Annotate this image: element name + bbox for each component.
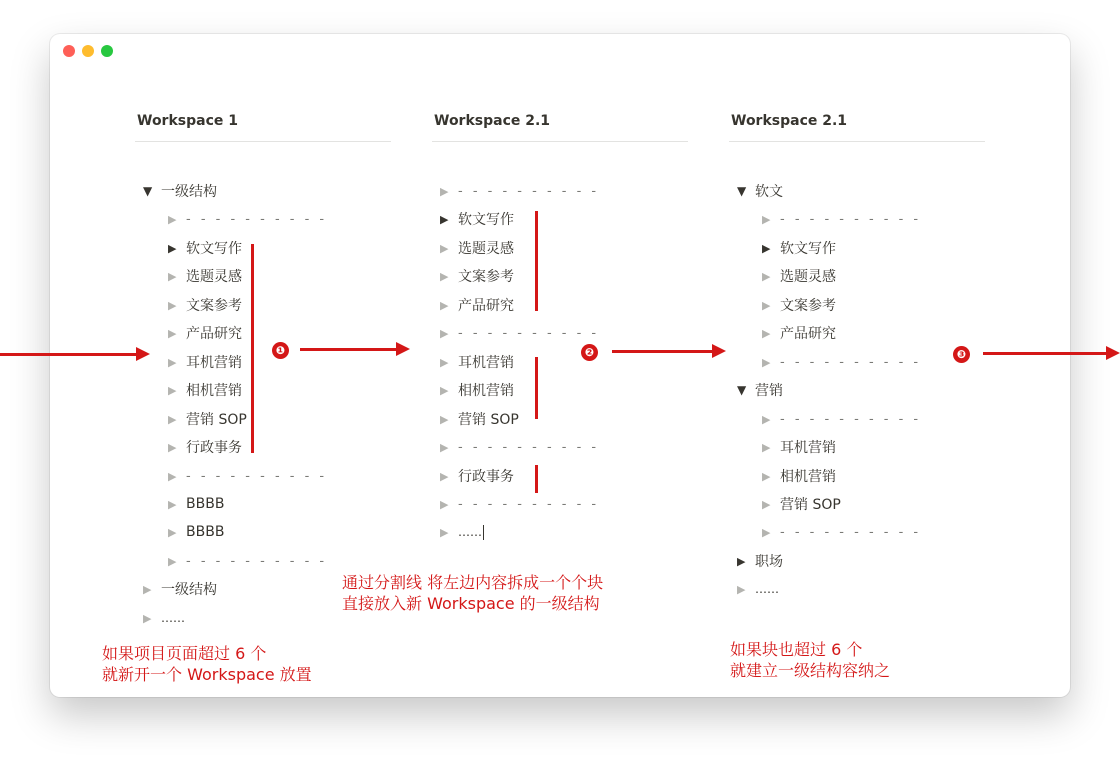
caret-right-icon[interactable]: ▶ — [168, 355, 177, 369]
caret-right-icon[interactable]: ▶ — [168, 326, 177, 340]
column-divider-1 — [135, 141, 391, 142]
item-label: 文案参考 — [186, 298, 242, 314]
item-label: …… — [755, 582, 779, 596]
item-label: 营销 SOP — [458, 412, 519, 428]
caret-right-icon[interactable]: ▶ — [440, 383, 449, 397]
divider-label: - - - - - - - - - - — [458, 183, 600, 199]
window-controls — [63, 45, 113, 57]
close-dot-icon[interactable] — [63, 45, 75, 57]
tree-item[interactable] — [440, 294, 514, 316]
item-label: 选题灵感 — [780, 269, 836, 285]
tree-item[interactable] — [143, 607, 185, 629]
tree-item[interactable] — [762, 265, 836, 287]
caret-right-icon[interactable]: ▶ — [168, 412, 177, 426]
tree-item[interactable] — [168, 237, 242, 259]
caret-right-icon[interactable]: ▶ — [737, 582, 746, 596]
column-title-1: Workspace 1 — [137, 113, 238, 129]
item-label: 营销 SOP — [186, 412, 247, 428]
divider-label: - - - - - - - - - - — [780, 524, 922, 540]
caret-right-icon[interactable]: ▶ — [440, 298, 449, 312]
group-bracket-2a — [535, 211, 538, 311]
tree-item[interactable] — [762, 237, 836, 259]
divider-label: - - - - - - - - - - — [780, 411, 922, 427]
tree-item[interactable] — [143, 180, 217, 202]
caret-right-icon[interactable]: ▶ — [440, 412, 449, 426]
caret-right-icon[interactable]: ▶ — [440, 355, 449, 369]
divider-label: - - - - - - - - - - — [458, 496, 600, 512]
tree-item[interactable] — [762, 493, 841, 515]
caret-right-icon[interactable]: ▶ — [440, 497, 449, 511]
caret-right-icon[interactable]: ▶ — [762, 298, 771, 312]
caret-down-icon[interactable]: ▼ — [143, 184, 153, 198]
caret-right-icon[interactable]: ▶ — [168, 525, 177, 539]
item-label: 文案参考 — [458, 269, 514, 285]
divider-label: - - - - - - - - - - — [780, 211, 922, 227]
item-label: 耳机营销 — [780, 440, 836, 456]
item-label: 相机营销 — [186, 383, 242, 399]
caret-right-icon[interactable]: ▶ — [762, 469, 771, 483]
group-bracket-1 — [251, 244, 254, 453]
tree-item[interactable] — [440, 351, 514, 373]
tree-item[interactable] — [440, 265, 514, 287]
tree-item[interactable] — [440, 322, 599, 344]
arrow-1 — [300, 348, 398, 351]
divider-label: - - - - - - - - - - — [186, 211, 328, 227]
tree-item[interactable] — [440, 436, 599, 458]
tree-item[interactable] — [440, 408, 519, 430]
caret-right-icon[interactable]: ▶ — [762, 440, 771, 454]
annotation-2: 通过分割线 将左边内容拆成一个个块 直接放入新 Workspace 的一级结构 — [342, 573, 604, 613]
caret-right-icon[interactable]: ▶ — [168, 212, 177, 226]
tree-item[interactable] — [143, 578, 217, 600]
item-label: 职场 — [755, 554, 783, 570]
caret-right-icon[interactable]: ▶ — [737, 554, 746, 568]
item-label: 选题灵感 — [186, 269, 242, 285]
tree-item[interactable] — [168, 493, 224, 515]
arrow-2 — [612, 350, 714, 353]
caret-right-icon[interactable]: ▶ — [168, 269, 177, 283]
item-label: 耳机营销 — [186, 355, 242, 371]
caret-down-icon[interactable]: ▼ — [737, 383, 747, 397]
column-title-2: Workspace 2.1 — [434, 113, 551, 129]
tree-item[interactable] — [762, 436, 836, 458]
caret-right-icon[interactable]: ▶ — [168, 383, 177, 397]
caret-right-icon[interactable]: ▶ — [440, 184, 449, 198]
item-label: 软文 — [755, 184, 783, 200]
tree-item[interactable] — [737, 379, 783, 401]
annotation-3: 如果块也超过 6 个 就建立一级结构容纳之 — [730, 640, 891, 680]
caret-right-icon[interactable]: ▶ — [440, 212, 449, 226]
tree-item[interactable] — [737, 550, 783, 572]
caret-right-icon[interactable]: ▶ — [440, 326, 449, 340]
divider-label: - - - - - - - - - - — [780, 354, 922, 370]
tree-item[interactable] — [168, 550, 327, 572]
divider-label: - - - - - - - - - - — [458, 439, 600, 455]
tree-item[interactable] — [440, 493, 599, 515]
tree-item[interactable] — [168, 465, 327, 487]
annotation-1: 如果项目页面超过 6 个 就新开一个 Workspace 放置 — [102, 644, 312, 684]
caret-right-icon[interactable]: ▶ — [168, 241, 177, 255]
item-label: 软文写作 — [186, 241, 242, 257]
item-label: 耳机营销 — [458, 355, 514, 371]
caret-right-icon[interactable]: ▶ — [762, 497, 771, 511]
tree-item[interactable] — [168, 521, 224, 543]
item-label: 文案参考 — [780, 298, 836, 314]
caret-right-icon[interactable]: ▶ — [143, 582, 152, 596]
item-label: 行政事务 — [186, 440, 242, 456]
caret-right-icon[interactable]: ▶ — [168, 298, 177, 312]
caret-right-icon[interactable]: ▶ — [440, 241, 449, 255]
tree-item[interactable] — [168, 322, 242, 344]
item-label: 相机营销 — [780, 469, 836, 485]
tree-item[interactable] — [168, 294, 242, 316]
minimize-dot-icon[interactable] — [82, 45, 94, 57]
arrow-3 — [983, 352, 1108, 355]
item-label: BBBB — [186, 524, 225, 540]
tree-item[interactable] — [440, 521, 484, 543]
zoom-dot-icon[interactable] — [101, 45, 113, 57]
divider-label: - - - - - - - - - - — [458, 325, 600, 341]
tree-item[interactable] — [762, 465, 836, 487]
text-cursor — [483, 525, 484, 540]
caret-right-icon[interactable]: ▶ — [762, 355, 771, 369]
tree-item[interactable] — [440, 465, 514, 487]
column-divider-2 — [432, 141, 688, 142]
tree-item[interactable] — [737, 180, 783, 202]
item-label: 行政事务 — [458, 469, 514, 485]
item-label: 营销 — [755, 383, 783, 399]
tree-item[interactable] — [737, 578, 779, 600]
tree-item[interactable] — [168, 265, 242, 287]
item-label: 软文写作 — [780, 241, 836, 257]
column-divider-3 — [729, 141, 985, 142]
caret-right-icon[interactable]: ▶ — [440, 440, 449, 454]
item-label: 一级结构 — [161, 184, 217, 200]
caret-right-icon[interactable]: ▶ — [762, 326, 771, 340]
tree-item[interactable] — [440, 379, 514, 401]
caret-right-icon[interactable]: ▶ — [168, 497, 177, 511]
caret-right-icon[interactable]: ▶ — [143, 611, 152, 625]
caret-right-icon[interactable]: ▶ — [168, 469, 177, 483]
tree-item[interactable] — [440, 180, 599, 202]
step-badge-3: ❸ — [953, 346, 970, 363]
tree-item[interactable] — [168, 408, 247, 430]
tree-item[interactable] — [440, 237, 514, 259]
caret-right-icon[interactable]: ▶ — [440, 525, 449, 539]
item-label: 产品研究 — [780, 326, 836, 342]
column-title-3: Workspace 2.1 — [731, 113, 848, 129]
tree-item[interactable] — [168, 208, 327, 230]
tree-item[interactable] — [762, 322, 836, 344]
item-label: 一级结构 — [161, 582, 217, 598]
caret-right-icon[interactable]: ▶ — [762, 212, 771, 226]
divider-label: - - - - - - - - - - — [186, 553, 328, 569]
item-label: BBBB — [186, 496, 225, 512]
tree-item[interactable] — [762, 521, 921, 543]
tree-item[interactable] — [168, 351, 242, 373]
tree-item[interactable] — [762, 408, 921, 430]
tree-item[interactable] — [440, 208, 514, 230]
item-label: …… — [458, 525, 482, 539]
step-badge-1: ❶ — [272, 342, 289, 359]
tree-item[interactable] — [762, 351, 921, 373]
caret-down-icon[interactable]: ▼ — [737, 184, 747, 198]
tree-item[interactable] — [762, 208, 921, 230]
item-label: 营销 SOP — [780, 497, 841, 513]
arrow-in — [0, 353, 138, 356]
tree-item[interactable] — [762, 294, 836, 316]
caret-right-icon[interactable]: ▶ — [762, 412, 771, 426]
caret-right-icon[interactable]: ▶ — [762, 525, 771, 539]
item-label: 产品研究 — [186, 326, 242, 342]
caret-right-icon[interactable]: ▶ — [440, 269, 449, 283]
caret-right-icon[interactable]: ▶ — [168, 440, 177, 454]
item-label: …… — [161, 611, 185, 625]
item-label: 产品研究 — [458, 298, 514, 314]
step-badge-2: ❷ — [581, 344, 598, 361]
tree-item[interactable] — [168, 379, 242, 401]
caret-right-icon[interactable]: ▶ — [168, 554, 177, 568]
tree-item[interactable] — [168, 436, 242, 458]
caret-right-icon[interactable]: ▶ — [762, 241, 771, 255]
group-bracket-2b — [535, 357, 538, 419]
divider-label: - - - - - - - - - - — [186, 468, 328, 484]
caret-right-icon[interactable]: ▶ — [440, 469, 449, 483]
group-bracket-2c — [535, 465, 538, 493]
item-label: 软文写作 — [458, 212, 514, 228]
caret-right-icon[interactable]: ▶ — [762, 269, 771, 283]
item-label: 相机营销 — [458, 383, 514, 399]
item-label: 选题灵感 — [458, 241, 514, 257]
